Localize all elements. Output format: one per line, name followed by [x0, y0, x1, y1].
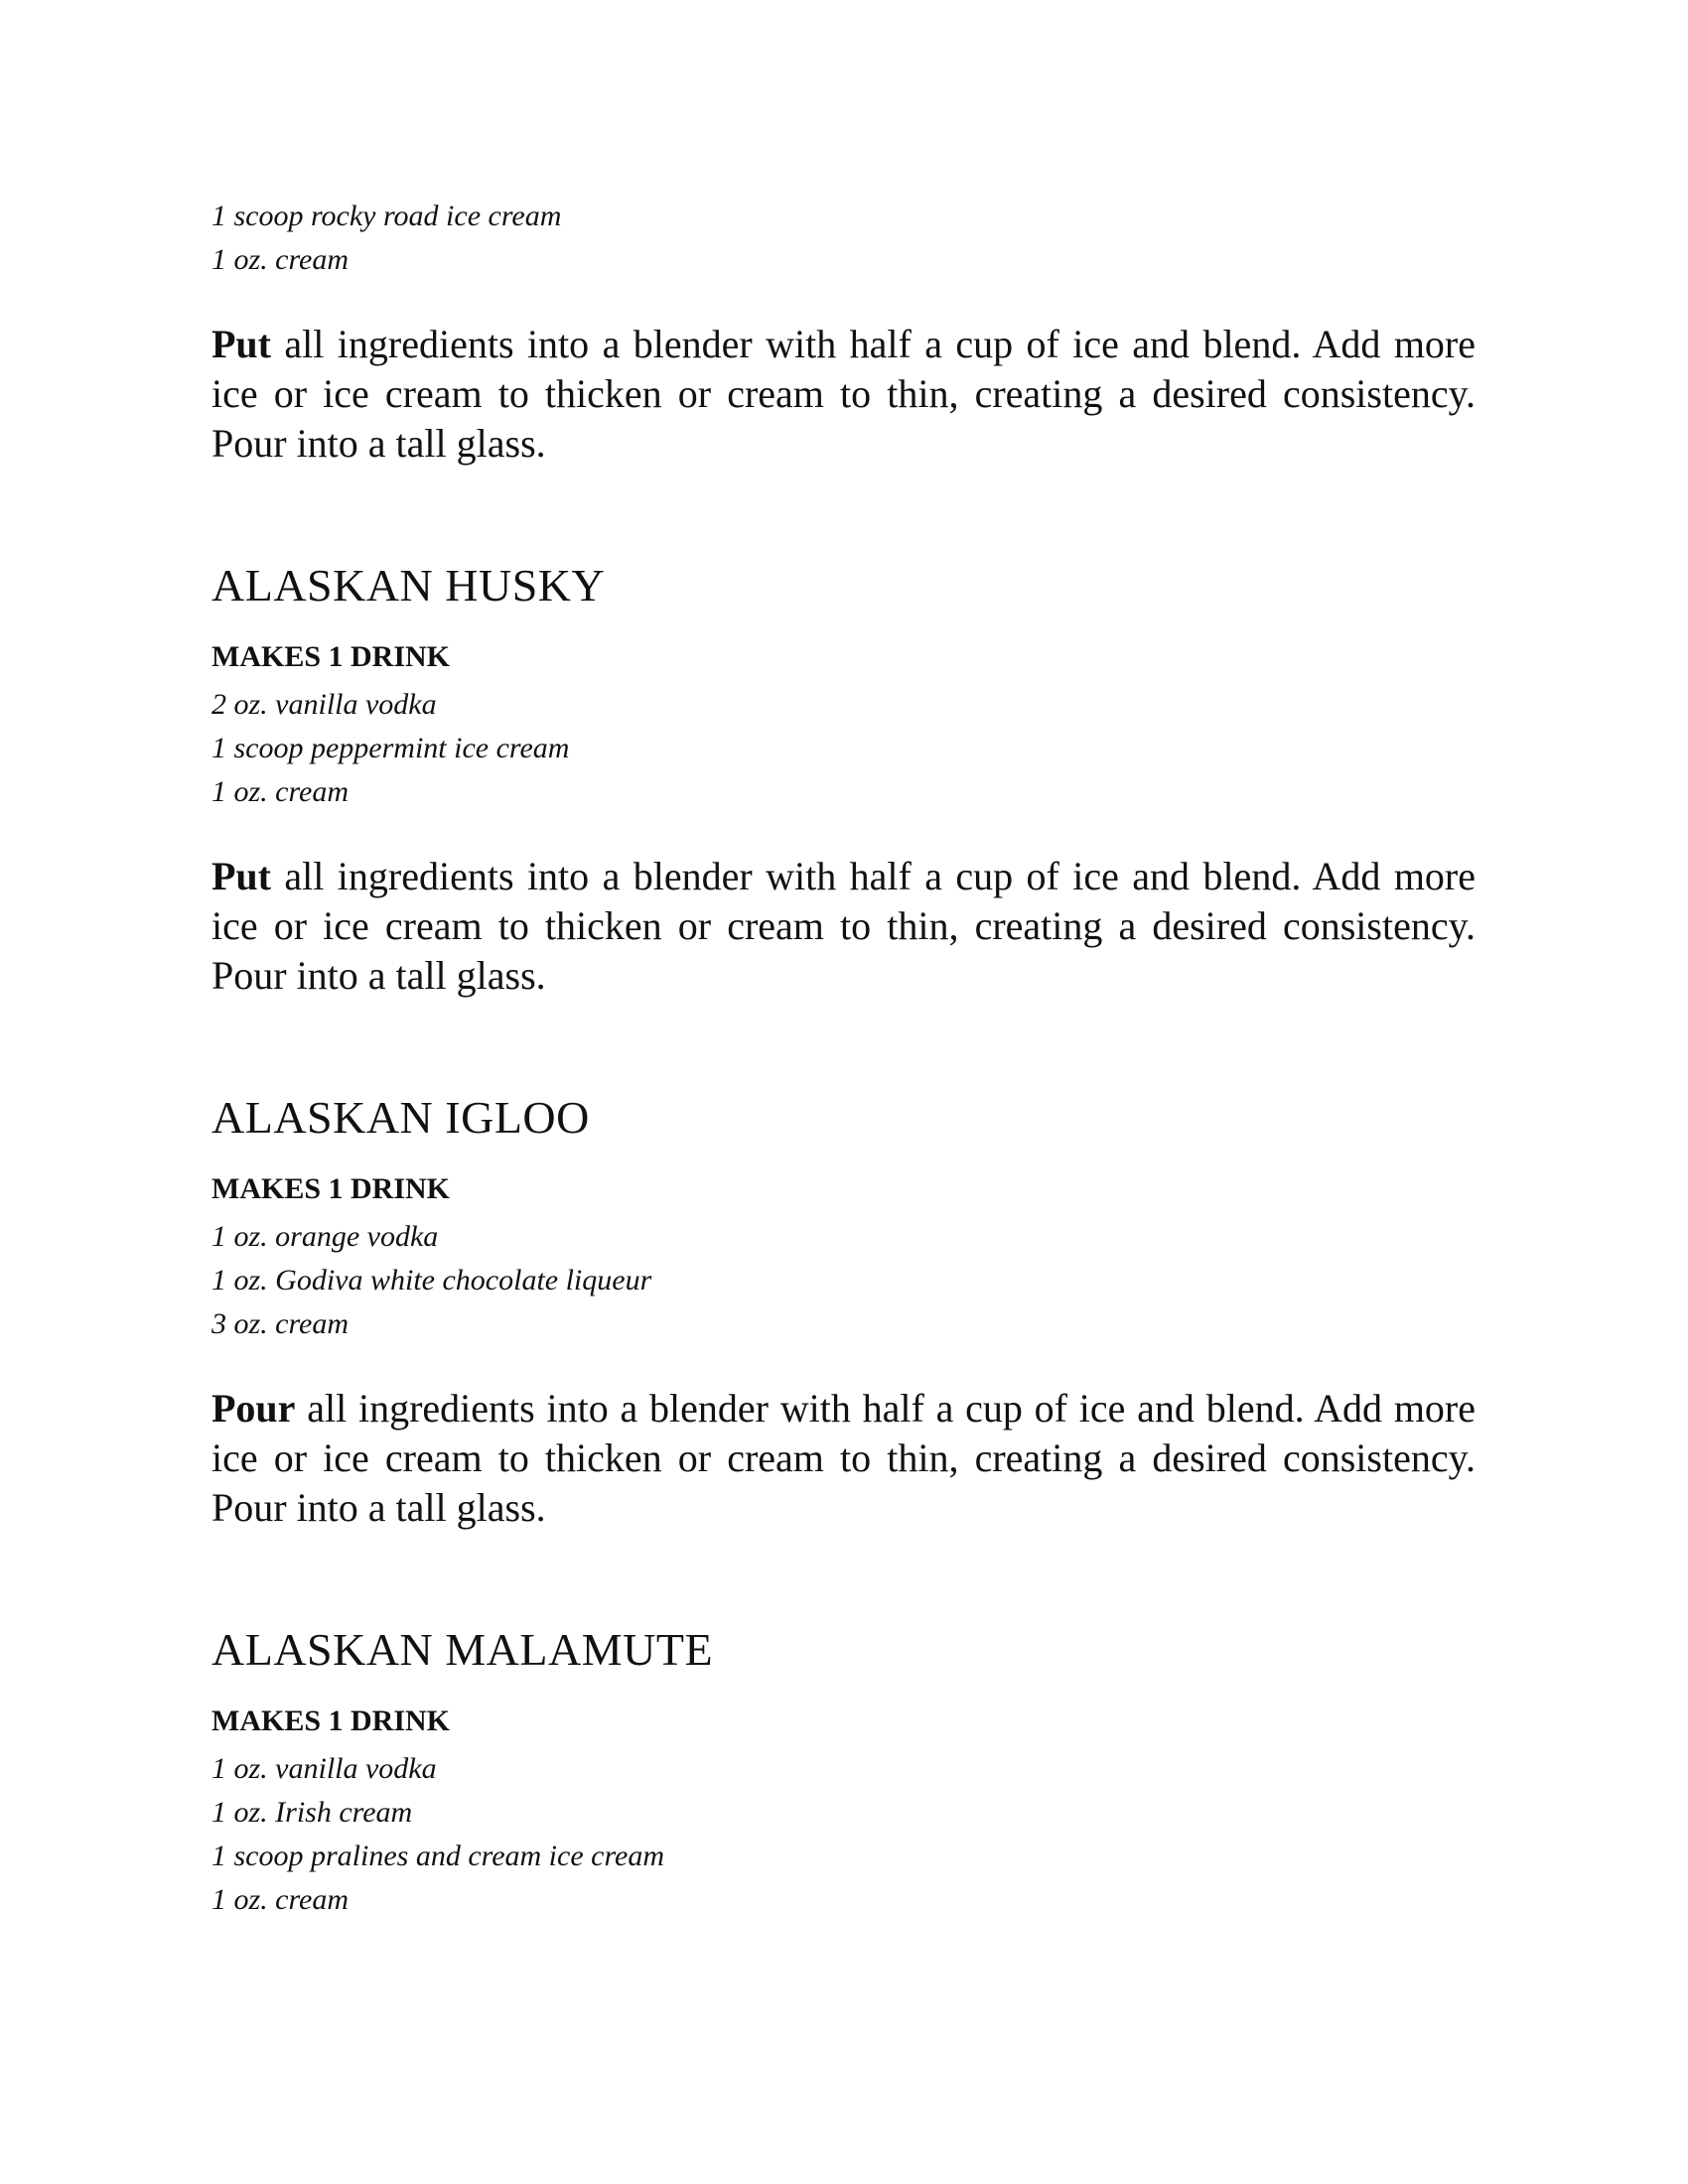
ingredient: 1 oz. cream [211, 243, 350, 276]
ingredient-list [211, 1215, 1476, 1346]
instruction-verb: Pour [211, 1386, 296, 1431]
ingredient: 1 oz. orange vodka [211, 1220, 439, 1253]
instruction-text: all ingredients into a blender with half a cup of ice and blend. Add more ice or ice cream to thicken or cream to thin, creating a desired consistency. Pour into a tall glass. [211, 1386, 1476, 1530]
ingredient: 1 scoop peppermint ice cream [211, 732, 570, 764]
recipe-page [211, 195, 1476, 1922]
yield-label: MAKES 1 DRINK [211, 1705, 451, 1737]
recipe-title: ALASKAN HUSKY [211, 560, 606, 611]
instructions [211, 320, 1476, 469]
ingredient-list [211, 195, 1476, 282]
yield-label: MAKES 1 DRINK [211, 640, 451, 673]
recipe-title: ALASKAN IGLOO [211, 1092, 590, 1143]
instructions [211, 1384, 1476, 1533]
ingredient: 1 scoop pralines and cream ice cream [211, 1840, 665, 1872]
ingredient: 2 oz. vanilla vodka [211, 688, 437, 721]
ingredient: 1 oz. vanilla vodka [211, 1752, 437, 1785]
recipe-alaskan-husky [211, 558, 1476, 1001]
ingredient: 1 oz. cream [211, 775, 350, 808]
instructions [211, 852, 1476, 1001]
yield-label: MAKES 1 DRINK [211, 1172, 451, 1205]
instruction-verb: Put [211, 322, 271, 366]
ingredient: 1 scoop rocky road ice cream [211, 200, 562, 232]
ingredient-list [211, 683, 1476, 814]
ingredient: 3 oz. cream [211, 1307, 350, 1340]
ingredient: 1 oz. cream [211, 1883, 350, 1916]
instruction-verb: Put [211, 854, 271, 898]
instruction-text: all ingredients into a blender with half a cup of ice and blend. Add more ice or ice cream to thicken or cream to thin, creating a desired consistency. Pour into a tall glass. [211, 322, 1476, 466]
instruction-text: all ingredients into a blender with half a cup of ice and blend. Add more ice or ice cream to thicken or cream to thin, creating a desired consistency. Pour into a tall glass. [211, 854, 1476, 998]
ingredient: 1 oz. Godiva white chocolate liqueur [211, 1264, 652, 1297]
recipe-alaskan-igloo [211, 1090, 1476, 1533]
recipe-alaskan-malamute [211, 1622, 1476, 1922]
recipe-title: ALASKAN MALAMUTE [211, 1624, 714, 1675]
ingredient: 1 oz. Irish cream [211, 1796, 413, 1829]
continued-recipe [211, 195, 1476, 469]
ingredient-list [211, 1747, 1476, 1922]
